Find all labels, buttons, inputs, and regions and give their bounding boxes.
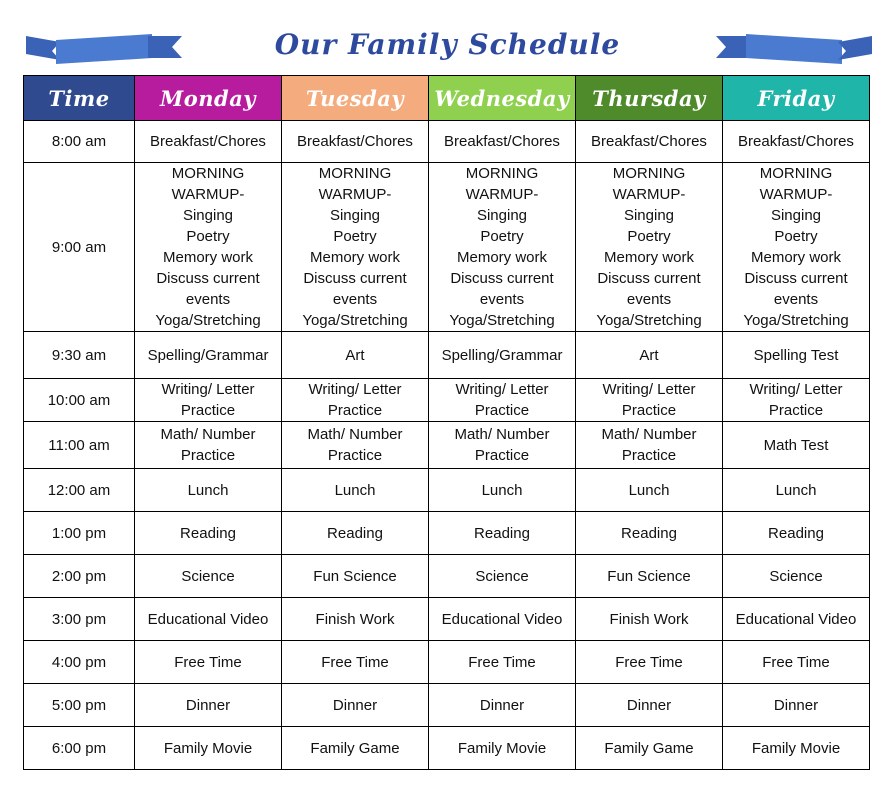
activity-cell-wednesday	[429, 422, 576, 469]
activity-cell-tuesday	[282, 332, 429, 379]
activity-text: Free Time	[174, 653, 242, 671]
activity-text: Breakfast/Chores	[444, 133, 560, 150]
activity-cell-monday	[135, 641, 282, 684]
activity-text: Reading	[180, 524, 236, 542]
time-cell: 1:00 pm	[24, 512, 135, 555]
activity-cell-friday	[723, 422, 870, 469]
activity-cell-thursday	[576, 332, 723, 379]
schedule-row	[24, 727, 870, 770]
activity-text: Writing/ Letter Practice	[602, 381, 696, 419]
activity-cell-thursday	[576, 469, 723, 512]
activity-text: Writing/ Letter Practice	[308, 381, 402, 419]
time-cell: 3:00 pm	[24, 598, 135, 641]
schedule-row	[24, 422, 870, 469]
activity-text: Math/ Number Practice	[160, 426, 256, 464]
schedule-row	[24, 598, 870, 641]
activity-text: Writing/ Letter Practice	[749, 381, 843, 419]
activity-cell-thursday	[576, 121, 723, 163]
activity-cell-friday	[723, 332, 870, 379]
activity-cell-monday	[135, 727, 282, 770]
activity-text: Lunch	[628, 481, 670, 499]
activity-text: MORNING WARMUP- Singing Poetry Memory work Discuss current events Yoga/Stretching	[449, 165, 555, 329]
schedule-row	[24, 512, 870, 555]
activity-cell-thursday	[576, 641, 723, 684]
time-cell: 11:00 am	[24, 422, 135, 469]
column-header-thursday: Thursday	[576, 76, 723, 121]
activity-text: Free Time	[468, 653, 536, 671]
activity-text: Science	[475, 567, 529, 585]
activity-cell-friday	[723, 727, 870, 770]
activity-cell-monday	[135, 163, 282, 332]
activity-cell-tuesday	[282, 469, 429, 512]
activity-cell-monday	[135, 379, 282, 422]
activity-text: Art	[345, 346, 365, 364]
schedule-row	[24, 641, 870, 684]
activity-text: Science	[769, 567, 823, 585]
activity-text: Spelling/Grammar	[441, 346, 563, 364]
activity-cell-thursday	[576, 727, 723, 770]
activity-cell-friday	[723, 469, 870, 512]
time-cell: 5:00 pm	[24, 684, 135, 727]
column-header-friday: Friday	[723, 76, 870, 121]
activity-text: Dinner	[185, 696, 231, 714]
activity-text: Dinner	[773, 696, 819, 714]
activity-text: Family Movie	[457, 739, 547, 757]
activity-cell-thursday	[576, 512, 723, 555]
activity-text: Reading	[621, 524, 677, 542]
activity-cell-monday	[135, 332, 282, 379]
activity-text: Dinner	[626, 696, 672, 714]
schedule-table	[23, 75, 870, 770]
activity-text: Art	[639, 346, 659, 364]
activity-cell-friday	[723, 121, 870, 163]
activity-text: Breakfast/Chores	[150, 133, 266, 150]
activity-text: Math/ Number Practice	[601, 426, 697, 464]
activity-text: MORNING WARMUP- Singing Poetry Memory work Discuss current events Yoga/Stretching	[596, 165, 702, 329]
column-header-monday: Monday	[135, 76, 282, 121]
activity-cell-tuesday	[282, 512, 429, 555]
activity-cell-thursday	[576, 598, 723, 641]
activity-cell-wednesday	[429, 163, 576, 332]
activity-text: Reading	[768, 524, 824, 542]
activity-cell-tuesday	[282, 163, 429, 332]
header-row	[24, 76, 870, 121]
activity-cell-monday	[135, 422, 282, 469]
activity-text: Reading	[474, 524, 530, 542]
activity-cell-wednesday	[429, 469, 576, 512]
activity-cell-friday	[723, 641, 870, 684]
activity-cell-thursday	[576, 684, 723, 727]
time-cell: 8:00 am	[24, 121, 135, 163]
activity-text: Finish Work	[609, 610, 689, 628]
activity-cell-tuesday	[282, 121, 429, 163]
activity-cell-wednesday	[429, 641, 576, 684]
activity-text: Free Time	[762, 653, 830, 671]
time-cell: 4:00 pm	[24, 641, 135, 684]
activity-text: Free Time	[615, 653, 683, 671]
schedule-row	[24, 379, 870, 422]
time-cell: 12:00 am	[24, 469, 135, 512]
activity-cell-monday	[135, 512, 282, 555]
activity-text: Science	[181, 567, 235, 585]
activity-text: Lunch	[775, 481, 817, 499]
activity-text: Dinner	[332, 696, 378, 714]
schedule-row	[24, 121, 870, 163]
activity-text: MORNING WARMUP- Singing Poetry Memory work Discuss current events Yoga/Stretching	[155, 165, 261, 329]
activity-text: Fun Science	[313, 567, 397, 585]
activity-cell-thursday	[576, 379, 723, 422]
activity-cell-wednesday	[429, 379, 576, 422]
activity-cell-tuesday	[282, 422, 429, 469]
schedule-row	[24, 684, 870, 727]
activity-cell-monday	[135, 121, 282, 163]
activity-cell-wednesday	[429, 555, 576, 598]
activity-text: Family Game	[604, 739, 694, 757]
activity-text: Breakfast/Chores	[297, 133, 413, 150]
activity-cell-friday	[723, 555, 870, 598]
time-cell: 2:00 pm	[24, 555, 135, 598]
activity-text: Lunch	[481, 481, 523, 499]
activity-text: Math/ Number Practice	[454, 426, 550, 464]
activity-cell-tuesday	[282, 684, 429, 727]
activity-cell-friday	[723, 512, 870, 555]
activity-cell-thursday	[576, 555, 723, 598]
activity-cell-tuesday	[282, 727, 429, 770]
activity-cell-friday	[723, 684, 870, 727]
activity-text: MORNING WARMUP- Singing Poetry Memory work Discuss current events Yoga/Stretching	[743, 165, 849, 329]
activity-cell-tuesday	[282, 379, 429, 422]
activity-text: Reading	[327, 524, 383, 542]
activity-cell-wednesday	[429, 598, 576, 641]
schedule-row	[24, 332, 870, 379]
activity-cell-friday	[723, 163, 870, 332]
activity-text: Breakfast/Chores	[591, 133, 707, 150]
activity-text: Lunch	[187, 481, 229, 499]
activity-text: Spelling Test	[753, 346, 839, 364]
schedule-row	[24, 555, 870, 598]
column-header-time: Time	[24, 76, 135, 121]
activity-cell-wednesday	[429, 121, 576, 163]
activity-cell-tuesday	[282, 598, 429, 641]
activity-text: Family Movie	[751, 739, 841, 757]
time-cell: 10:00 am	[24, 379, 135, 422]
column-header-tuesday: Tuesday	[282, 76, 429, 121]
activity-text: Dinner	[479, 696, 525, 714]
activity-text: Writing/ Letter Practice	[455, 381, 549, 419]
time-cell: 6:00 pm	[24, 727, 135, 770]
activity-text: Educational Video	[441, 610, 563, 628]
activity-cell-thursday	[576, 422, 723, 469]
column-header-wednesday: Wednesday	[429, 76, 576, 121]
time-cell: 9:30 am	[24, 332, 135, 379]
activity-cell-wednesday	[429, 727, 576, 770]
activity-text: Math Test	[763, 436, 829, 454]
activity-cell-tuesday	[282, 641, 429, 684]
activity-text: Math/ Number Practice	[307, 426, 403, 464]
activity-text: Writing/ Letter Practice	[161, 381, 255, 419]
activity-cell-monday	[135, 598, 282, 641]
activity-cell-monday	[135, 469, 282, 512]
activity-text: Free Time	[321, 653, 389, 671]
activity-cell-friday	[723, 379, 870, 422]
activity-cell-wednesday	[429, 332, 576, 379]
schedule-row	[24, 469, 870, 512]
activity-cell-thursday	[576, 163, 723, 332]
activity-cell-monday	[135, 555, 282, 598]
activity-cell-tuesday	[282, 555, 429, 598]
activity-cell-friday	[723, 598, 870, 641]
page-title: Our Family Schedule	[274, 28, 621, 61]
schedule-row	[24, 163, 870, 332]
activity-text: Fun Science	[607, 567, 691, 585]
activity-text: Spelling/Grammar	[147, 346, 269, 364]
activity-cell-monday	[135, 684, 282, 727]
activity-text: Breakfast/Chores	[738, 133, 854, 150]
activity-text: Educational Video	[147, 610, 269, 628]
activity-cell-wednesday	[429, 512, 576, 555]
activity-text: Lunch	[334, 481, 376, 499]
activity-text: MORNING WARMUP- Singing Poetry Memory work Discuss current events Yoga/Stretching	[302, 165, 408, 329]
activity-text: Family Game	[310, 739, 400, 757]
activity-cell-wednesday	[429, 684, 576, 727]
activity-text: Family Movie	[163, 739, 253, 757]
activity-text: Educational Video	[735, 610, 857, 628]
time-cell: 9:00 am	[24, 163, 135, 332]
activity-text: Finish Work	[315, 610, 395, 628]
